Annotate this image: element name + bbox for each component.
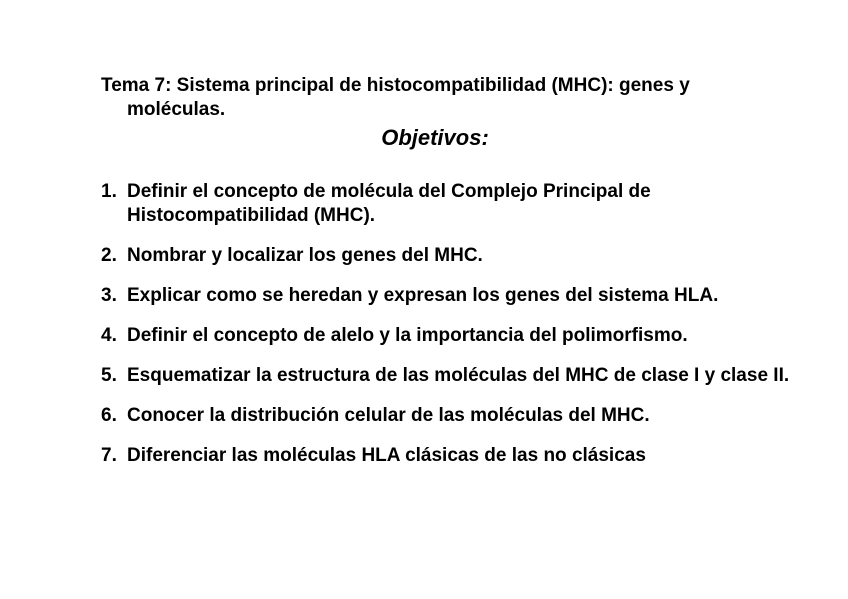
objective-number: 1. [101,181,117,202]
objectives-heading: Objetivos: [381,125,489,150]
objective-number: 7. [101,445,117,466]
objective-number: 5. [101,365,117,386]
topic-title: Tema 7: Sistema principal de histocompatibilidad (MHC): genes y moléculas. [101,75,690,120]
objective-text: Esquematizar la estructura de las moléculas del MHC de clase I y clase II. [127,365,790,386]
objective-number: 2. [101,245,117,266]
objectives-list [101,180,801,484]
objective-text: Definir el concepto de molécula del Complejo Principal de Histocompatibilidad (MHC). [127,181,651,226]
objective-text: Nombrar y localizar los genes del MHC. [127,245,483,266]
objective-text: Conocer la distribución celular de las moléculas del MHC. [127,405,650,426]
objective-text: Diferenciar las moléculas HLA clásicas de las no clásicas [127,445,646,466]
objective-item [101,444,801,468]
objective-text: Explicar como se heredan y expresan los genes del sistema HLA. [127,285,719,306]
objective-number: 6. [101,405,117,426]
objective-item [101,404,801,428]
objective-item [101,244,801,268]
objective-number: 4. [101,325,117,346]
objective-item [101,180,801,228]
objective-number: 3. [101,285,117,306]
objective-item [101,324,801,348]
objective-item [101,364,801,388]
objective-text: Definir el concepto de alelo y la importancia del polimorfismo. [127,325,688,346]
objective-item [101,284,801,308]
